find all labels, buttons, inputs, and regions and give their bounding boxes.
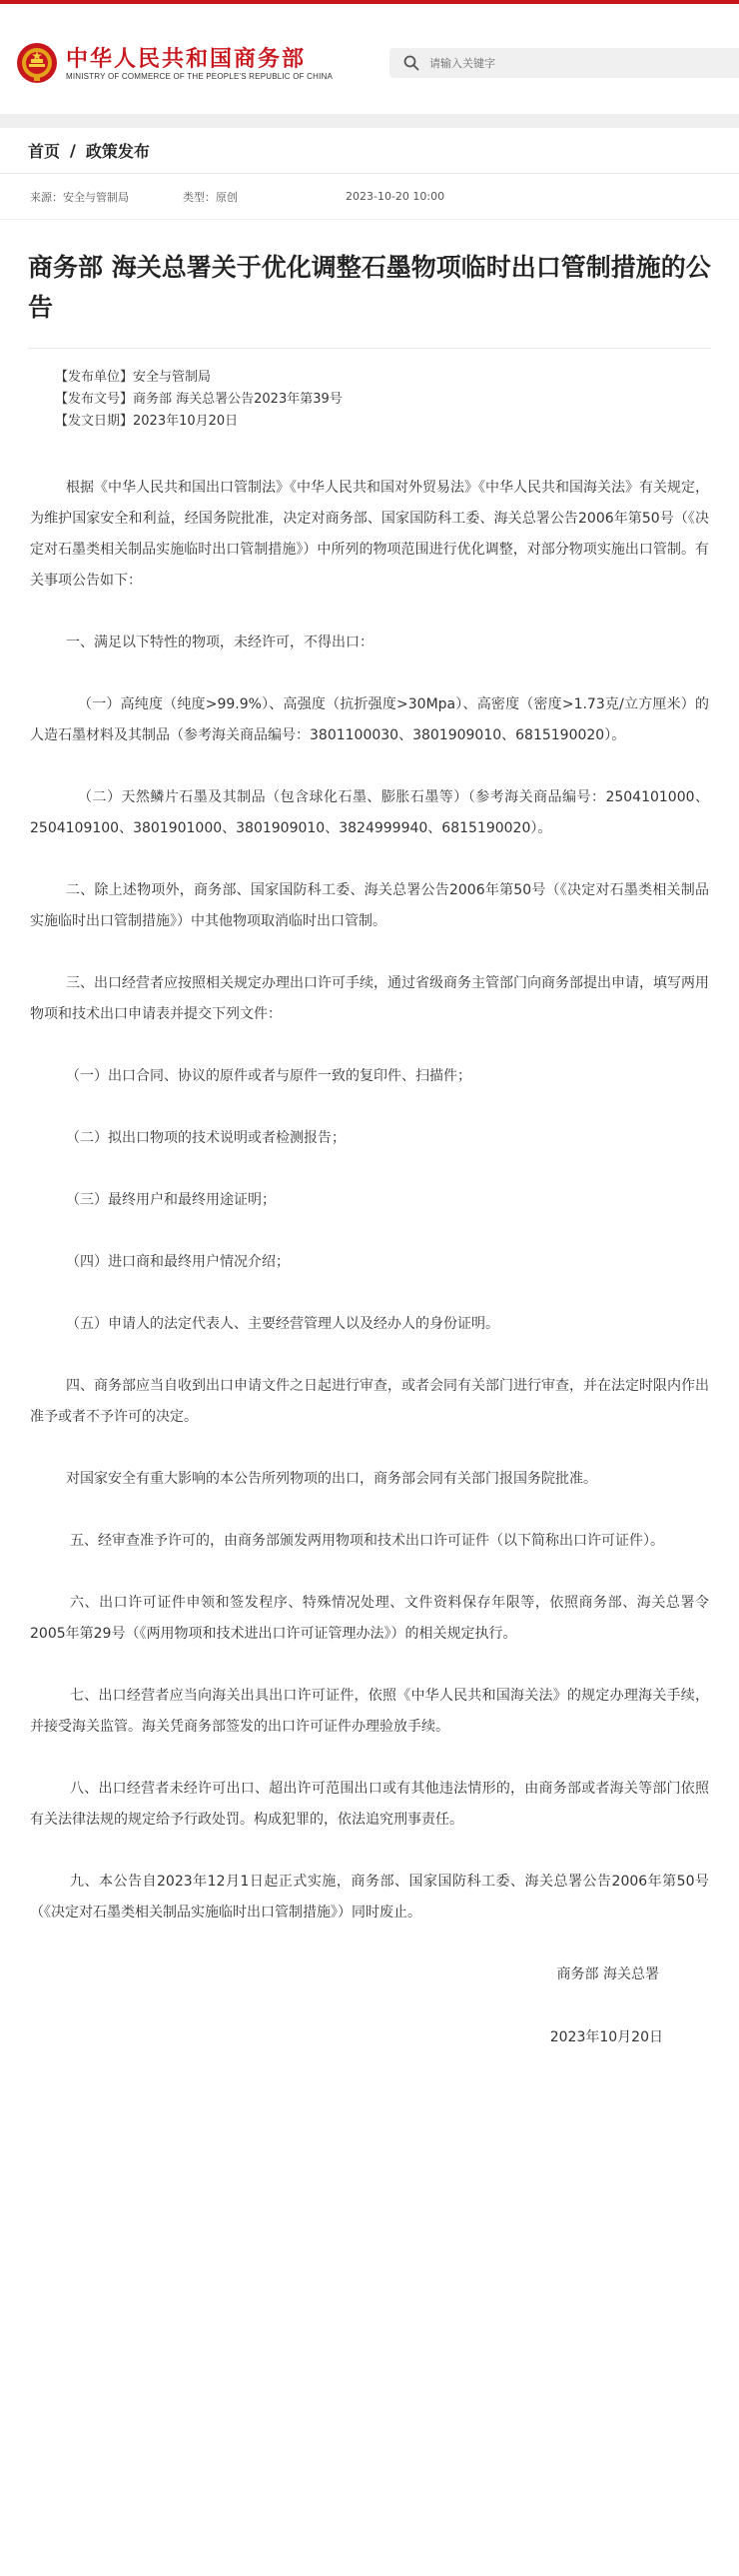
site-brand-subtitle: MINISTRY OF COMMERCE OF THE PEOPLE'S REPUBLIC OF CHINA	[66, 72, 334, 81]
paragraph-section-3: 三、出口经营者应按照相关规定办理出口许可手续，通过省级商务主管部门向商务部提出申请，填写两用物项和技术出口申请表并提交下列文件：	[30, 975, 709, 1022]
paragraph-section-7: 七、出口经营者应当向海关出具出口许可证件，依照《中华人民共和国海关法》的规定办理海关手续，并接受海关监管。海关凭商务部签发的出口许可证件办理验放手续。	[30, 1688, 709, 1735]
paragraph-item-3-3: （三）最终用户和最终用途证明；	[66, 1192, 276, 1208]
site-header	[0, 4, 739, 114]
article-title: 商务部 海关总署关于优化调整石墨物项临时出口管制措施的公告	[28, 253, 711, 322]
paragraph-item-3-1: （一）出口合同、协议的原件或者与原件一致的复印件、扫描件；	[66, 1068, 471, 1084]
paragraph-item-1-2: （二）天然鳞片石墨及其制品（包含球化石墨、膨胀石墨等）（参考海关商品编号：2504101000、2504109100、3801901000、3801909010、3824999940、6815190020）。	[30, 789, 709, 836]
article-info	[0, 349, 739, 433]
breadcrumb-home-link[interactable]: 首页	[28, 142, 61, 161]
paragraph-item-3-4: （四）进口商和最终用户情况介绍；	[66, 1254, 290, 1270]
paragraph-item-1-1: （一）高纯度（纯度>99.9%）、高强度（抗折强度>30Mpa）、高密度（密度>1.73克/立方厘米）的人造石墨材料及其制品（参考海关商品编号：3801100030、3801909010、6815190020）。	[30, 696, 709, 743]
paragraph-section-9: 九、本公告自2023年12月1日起正式实施，商务部、国家国防科工委、海关总署公告2006年第50号（《决定对石墨类相关制品实施临时出口管制措施》）同时废止。	[30, 1874, 709, 1921]
paragraph-section-2: 二、除上述物项外，商务部、国家国防科工委、海关总署公告2006年第50号（《决定对石墨类相关制品实施临时出口管制措施》）中其他物项取消临时出口管制。	[30, 882, 709, 929]
article-body	[0, 433, 739, 2053]
paragraph-section-4-note: 对国家安全有重大影响的本公告所列物项的出口，商务部会同有关部门报国务院批准。	[66, 1471, 597, 1487]
search-input[interactable]	[429, 53, 719, 73]
breadcrumb-separator: /	[70, 141, 76, 160]
info-issue-date: 【发文日期】2023年10月20日	[55, 414, 239, 429]
paragraph-section-5: 五、经审查准予许可的，由商务部颁发两用物项和技术出口许可证件（以下简称出口许可证件）。	[70, 1533, 664, 1549]
paragraph-item-3-5: （五）申请人的法定代表人、主要经营管理人以及经办人的身份证明。	[66, 1316, 499, 1332]
sign-date: 2023年10月20日	[549, 2029, 663, 2045]
source-value: 安全与管制局	[63, 190, 129, 204]
paragraph-section-8: 八、出口经营者未经许可出口、超出许可范围出口或有其他违法情形的，由商务部或者海关等部门依照有关法律法规的规定给予行政处罚。构成犯罪的，依法追究刑事责任。	[30, 1781, 709, 1828]
type-label: 类型：	[183, 190, 216, 204]
source-label: 来源：	[30, 190, 63, 204]
article-meta	[0, 174, 739, 220]
signature: 商务部 海关总署	[556, 1966, 659, 1982]
header-divider	[0, 114, 739, 128]
info-issuer: 【发布单位】安全与管制局	[55, 370, 212, 385]
breadcrumb	[0, 128, 739, 174]
info-document-number: 【发布文号】商务部 海关总署公告2023年第39号	[55, 392, 343, 407]
paragraph-section-6: 六、出口许可证件申领和签发程序、特殊情况处理、文件资料保存年限等，依照商务部、海关总署令2005年第29号（《两用物项和技术进出口许可证管理办法》）的相关规定执行。	[30, 1595, 709, 1642]
national-emblem-logo	[16, 42, 58, 84]
paragraph-intro: 根据《中华人民共和国出口管制法》《中华人民共和国对外贸易法》《中华人民共和国海关法》有关规定，为维护国家安全和利益，经国务院批准，决定对商务部、国家国防科工委、海关总署公告2006年第50号（《决定对石墨类相关制品实施临时出口管制措施》）中所列的物项范围进行优化调整，对部分物项实施出口管制。有关事项公告如下：	[30, 480, 709, 589]
breadcrumb-current-link[interactable]: 政策发布	[85, 142, 150, 161]
paragraph-item-3-2: （二）拟出口物项的技术说明或者检测报告；	[66, 1130, 346, 1146]
site-brand-title[interactable]: 中华人民共和国商务部	[66, 47, 307, 72]
paragraph-section-4: 四、商务部应当自收到出口申请文件之日起进行审查，或者会同有关部门进行审查，并在法定时限内作出准予或者不予许可的决定。	[30, 1378, 709, 1425]
type-value: 原创	[216, 190, 238, 204]
paragraph-section-1: 一、满足以下特性的物项，未经许可，不得出口：	[66, 635, 373, 650]
search-icon[interactable]	[403, 55, 419, 71]
publish-datetime: 2023-10-20 10:00	[346, 190, 445, 203]
search-box[interactable]	[389, 48, 739, 78]
